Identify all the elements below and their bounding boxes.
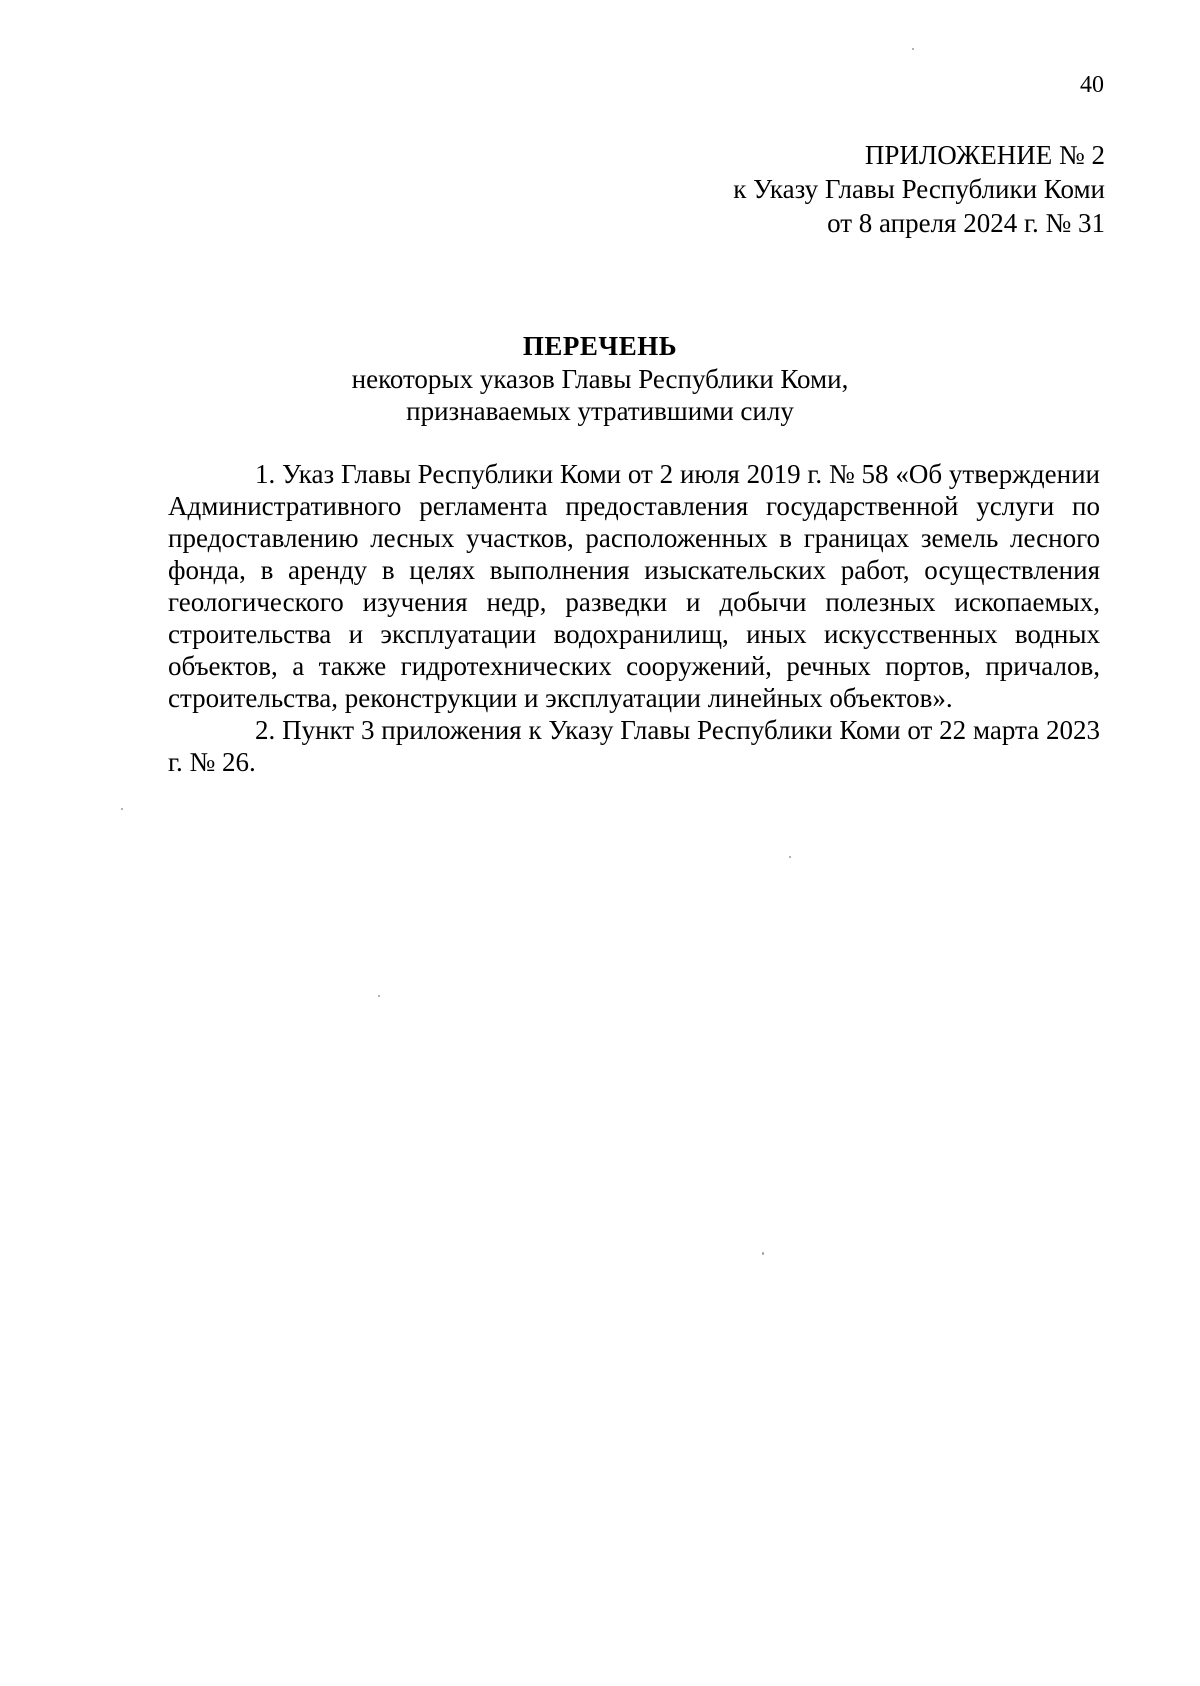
appendix-decree-ref: к Указу Главы Республики Коми xyxy=(733,174,1105,204)
page-number: 40 xyxy=(1080,72,1104,98)
scan-speck xyxy=(912,48,914,50)
appendix-decree-date: от 8 апреля 2024 г. № 31 xyxy=(827,208,1105,238)
document-subtitle-line-1: некоторых указов Главы Республики Коми, xyxy=(351,364,849,394)
scan-speck xyxy=(378,995,380,997)
scan-speck xyxy=(121,808,123,810)
scan-speck xyxy=(762,1252,764,1255)
list-item: 1. Указ Главы Республики Коми от 2 июля 2019 г. № 58 «Об утверждении Административного регламента предоставления государственной услуги по предоставлению лесных участков, расположенных в границах земель лесного фонда, в аренду в целях выполнения изыскательских работ, осуществления геологического изучения недр, разведки и добычи полезных ископаемых, строительства и эксплуатации водохранилищ, иных искусственных водных объектов, а также гидротехнических сооружений, речных портов, причалов, строительства, реконструкции и эксплуатации линейных объектов». xyxy=(168,459,1100,713)
document-body xyxy=(168,458,1100,778)
document-subtitle-line-2: признаваемых утратившими силу xyxy=(406,396,794,426)
title-block xyxy=(0,330,1200,427)
scan-speck xyxy=(789,856,791,858)
appendix-header xyxy=(733,138,1105,240)
appendix-label: ПРИЛОЖЕНИЕ № 2 xyxy=(864,140,1105,170)
list-item: 2. Пункт 3 приложения к Указу Главы Республики Коми от 22 марта 2023 г. № 26. xyxy=(168,715,1100,777)
document-title: ПЕРЕЧЕНЬ xyxy=(522,331,678,361)
